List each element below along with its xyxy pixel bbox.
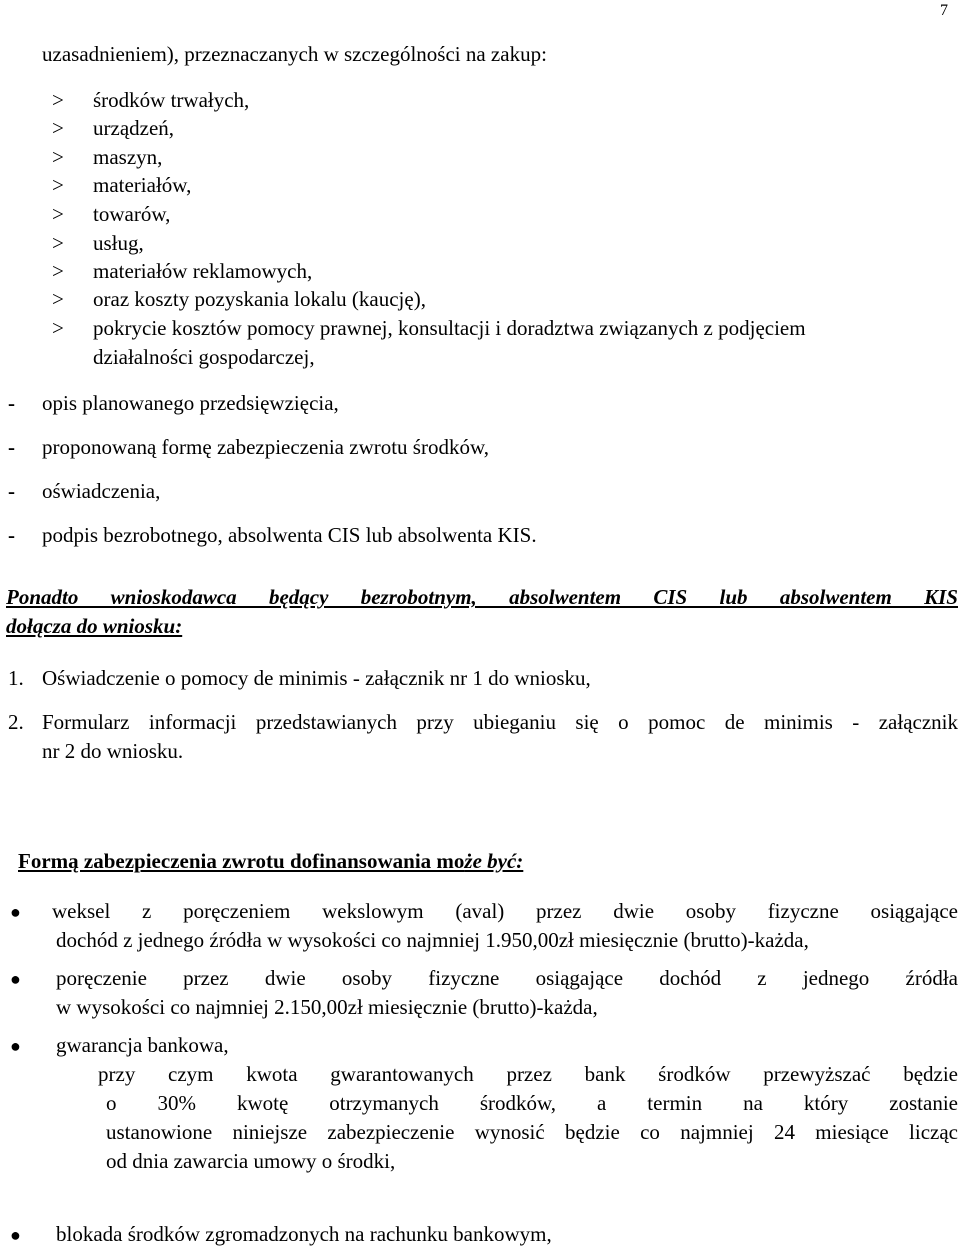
- security-form-continuation: w wysokości co najmniej 2.150,00zł miesięcznie (brutto)-każda,: [56, 995, 598, 1019]
- attachments-note-continuation: dołącza do wniosku:: [6, 614, 183, 638]
- dash-marker-icon: -: [8, 391, 15, 415]
- attachment-text-continuation: nr 2 do wniosku.: [42, 739, 184, 763]
- attachment-text: Formularz informacji przedstawianych przy ubieganiu się o pomoc de minimis - załącznik: [42, 710, 958, 734]
- security-form-detail: od dnia zawarcia umowy o środki,: [106, 1149, 396, 1173]
- security-form-text: poręczenie przez dwie osoby fizyczne osiągające dochód z jednego źródła: [56, 966, 958, 990]
- bullet-icon: ●: [10, 1036, 21, 1056]
- list-item: [0, 389, 900, 418]
- list-item: [52, 200, 952, 229]
- list-item-text: maszyn,: [93, 145, 163, 169]
- list-item-text: towarów,: [93, 202, 171, 226]
- list-item: [52, 229, 952, 258]
- arrow-marker-icon: >: [52, 116, 64, 140]
- security-heading: [18, 847, 523, 876]
- arrow-marker-icon: >: [52, 173, 64, 197]
- dash-marker-icon: -: [8, 435, 15, 459]
- bullet-icon: ●: [10, 1225, 21, 1245]
- list-item: [0, 477, 900, 506]
- arrow-marker-icon: >: [52, 287, 64, 311]
- list-item-continuation: działalności gospodarczej,: [93, 345, 315, 369]
- attachment-text: Oświadczenie o pomocy de minimis - załącznik nr 1 do wniosku,: [42, 666, 591, 690]
- security-form-text: gwarancja bankowa,: [56, 1033, 229, 1057]
- security-form-detail: przy czym kwota gwarantowanych przez bank środków przewyższać będzie: [98, 1062, 958, 1086]
- arrow-marker-icon: >: [52, 202, 64, 226]
- dash-marker-icon: -: [8, 523, 15, 547]
- list-item: [52, 114, 952, 143]
- security-form-detail: o 30% kwotę otrzymanych środków, a termin na który zostanie: [106, 1091, 958, 1115]
- list-item-text: środków trwałych,: [93, 88, 250, 112]
- dash-marker-icon: -: [8, 479, 15, 503]
- list-item-text: proponowaną formę zabezpieczenia zwrotu środków,: [42, 435, 490, 459]
- list-item-text: opis planowanego przedsięwzięcia,: [42, 391, 339, 415]
- security-form-continuation: dochód z jednego źródła w wysokości co najmniej 1.950,00zł miesięcznie (brutto)-każda,: [56, 928, 809, 952]
- list-item-text: usług,: [93, 231, 144, 255]
- list-item: [52, 285, 952, 314]
- list-item: [52, 86, 952, 115]
- list-item: [52, 257, 952, 286]
- attachment-number: 1.: [8, 666, 24, 690]
- security-form-detail: ustanowione niniejsze zabezpieczenie wynosić będzie co najmniej 24 miesiące licząc: [106, 1120, 958, 1144]
- list-item-text: materiałów reklamowych,: [93, 259, 313, 283]
- list-item: [52, 143, 952, 172]
- intro-text: uzasadnieniem), przeznaczanych w szczególności na zakup:: [42, 42, 547, 66]
- list-item: [52, 314, 952, 343]
- list-item-text: materiałów,: [93, 173, 192, 197]
- attachment-number: 2.: [8, 710, 24, 734]
- list-item: [0, 433, 900, 462]
- list-item: [52, 171, 952, 200]
- arrow-marker-icon: >: [52, 316, 64, 340]
- list-item-text: oraz koszty pozyskania lokalu (kaucję),: [93, 287, 426, 311]
- security-form-text: blokada środków zgromadzonych na rachunku bankowym,: [56, 1222, 552, 1246]
- attachment-item: [0, 708, 960, 766]
- security-heading-emphasis: że być:: [464, 849, 524, 873]
- arrow-marker-icon: >: [52, 88, 64, 112]
- security-form-text: weksel z poręczeniem wekslowym (aval) przez dwie osoby fizyczne osiągające: [52, 899, 958, 923]
- list-item-text: oświadczenia,: [42, 479, 161, 503]
- attachments-note: Ponadto wnioskodawca będący bezrobotnym, absolwentem CIS lub absolwentem KIS: [6, 585, 958, 609]
- list-item-text: pokrycie kosztów pomocy prawnej, konsultacji i doradztwa związanych z podjęciem: [93, 316, 806, 340]
- list-item-text: urządzeń,: [93, 116, 175, 140]
- arrow-marker-icon: >: [52, 231, 64, 255]
- list-item: [0, 521, 900, 550]
- page-number: 7: [940, 2, 948, 19]
- arrow-marker-icon: >: [52, 145, 64, 169]
- list-item-text: podpis bezrobotnego, absolwenta CIS lub absolwenta KIS.: [42, 523, 537, 547]
- bullet-icon: ●: [10, 902, 21, 922]
- bullet-icon: ●: [10, 969, 21, 989]
- security-heading-text: Formą zabezpieczenia zwrotu dofinansowania mo: [18, 849, 465, 873]
- arrow-marker-icon: >: [52, 259, 64, 283]
- attachment-item: [0, 664, 960, 693]
